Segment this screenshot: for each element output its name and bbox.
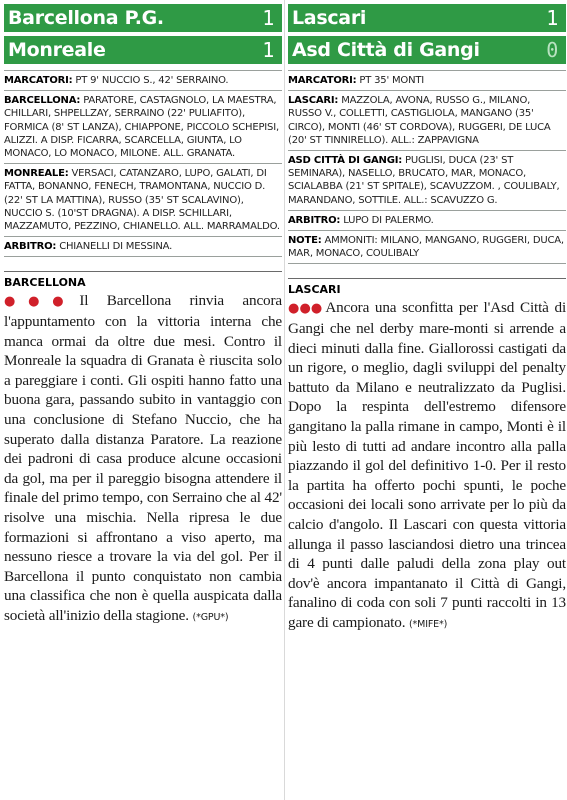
scorers-label: MARCATORI: [4,75,73,86]
home-lineup-box [4,91,282,164]
away-team-name: Monreale [8,39,106,61]
article-body [4,291,282,627]
notes-box [288,231,566,264]
article-section-title: BARCELLONA [4,271,282,289]
article-signature: (*GPU*) [192,611,229,623]
scorers-text: PT 35' MONTI [359,75,425,86]
away-team-score: 1 [262,38,274,62]
bullet-dots-icon: ●●● [288,301,323,317]
away-lineup-label: ASD CITTÀ DI GANGI: [288,155,403,167]
referee-label: ARBITRO: [4,241,57,253]
scorers-box [4,70,282,91]
scorers-text: PT 9' NUCCIO S., 42' SERRAINO. [75,75,229,86]
referee-text: CHIANELLI DI MESSINA. [59,241,173,253]
away-team-score-row [288,36,566,64]
notes-label: NOTE: [288,235,322,247]
bullet-dots-icon: ●●● [4,294,77,310]
home-team-name: Barcellona P.G. [8,7,164,29]
notes-text: AMMONITI: MILANO, MANGANO, RUGGERI, DUCA, MAR, MONACO, COULIBALY [288,235,564,260]
home-team-score-row [288,4,566,32]
scorers-label: MARCATORI: [288,75,357,86]
match-report-right [288,0,566,635]
referee-text: LUPO DI PALERMO. [343,214,434,226]
referee-label: ARBITRO: [288,214,341,226]
away-team-name: Asd Città di Gangi [292,39,480,61]
home-team-score: 1 [546,6,558,30]
away-lineup-text: VERSACI, CATANZARO, LUPO, GALATI, DI FATTA, BONANNO, FENECH, TRAMONTANA, NUCCIO D. (22' ST LA MATTINA), RUSSO (35' ST SCALAVINO), NUCCIO S. (10'ST DRAGNA). A DISP. SCHILLARI, MAZZAMUTO, PEZZINO, CHIANELLO. ALL. MARRAMALDO. [4,168,280,233]
home-team-score-row [4,4,282,32]
home-lineup-text: PARATORE, CASTAGNOLO, LA MAESTRA, CHILLARI, SHPELLZAY, SERRAINO (22' PULIAFITO), FORMICA (8' ST LANZA), CHIAPPONE, PICCOLO SCHEPISI, ALIZZI. A DISP. FICARRA, SCARCELLA, GIUNTA, LO MONACO, LO MONACO, MILONE. ALL. GRANATA. [4,95,279,160]
away-team-score-row [4,36,282,64]
column-divider [284,0,285,800]
article-body [288,298,566,634]
referee-box [288,211,566,231]
away-lineup-label: MONREALE: [4,168,69,180]
referee-box [4,237,282,257]
away-team-score: 0 [546,38,558,62]
home-lineup-label: BARCELLONA: [4,95,81,107]
match-report-left [4,0,282,628]
article-text: Il Barcellona rinvia ancora l'appuntamento con la vittoria interna che manca ormai da oltre due mesi. Contro il Monreale la squadra di Granata è riuscita solo a pareggiare i conti. Gli ospiti hanno fatto una buona gara, passando subito in vantaggio con una conclusione di Stefano Nuccio, che ha superato dalla distanza Paratore. La reazione dei padroni di casa produce alcune occasioni da gol, ma per il pareggio bisogna attendere il finale del primo tempo, con Serraino che al 42' risolve una mischia. Nella ripresa le due formazioni si affrontano a viso aperto, ma nessuno riesce a trovare la via del gol. Per il Barcellona il punto conquistato non cambia una classifica che non è quella auspicata dalla società all'inizio della stagione. [4,292,282,624]
away-lineup-box [288,151,566,211]
home-team-score: 1 [262,6,274,30]
article-section-title: LASCARI [288,278,566,296]
home-lineup-box [288,91,566,151]
article-text: Ancora una sconfitta per l'Asd Città di Gangi che nel derby mare-monti si arrende a dieci minuti dalla fine. Giallorossi castigati da un rigore, o meglio, dagli sviluppi del penalty battuto da Milano e neutralizzato da Puglisi. Dopo la respinta dell'estremo difensore gangitano la palla rimane in campo, Monti è il più lesto di tutti ad andare incontro alla palla piazzando il gol del definitivo 1-0. Per il resto la partita ha offerto pochi spunti, le poche occasioni dei locali sono arrivate per lo più da calcio d'angolo. Il Lascari con questa vittoria allunga il passo lasciandosi dietro una trincea di 4 punti dalle paludi della zona play out dov'è ancora impantanato il Città di Gangi, fanalino di coda con soli 7 punti raccolti in 13 gare di campionato. [288,299,567,631]
home-lineup-label: LASCARI: [288,95,339,107]
article-signature: (*MIFE*) [409,618,448,630]
scorers-box [288,70,566,91]
home-lineup-text: MAZZOLA, AVONA, RUSSO G., MILANO, RUSSO V., COLLETTI, CASTIGLIOLA, MANGANO (35' CIRCO), MONTI (46' ST CORDOVA), RUGGERI, DE LUCA (20' ST TINNIRELLO). ALL.: ZAPPAVIGNA [288,95,551,146]
home-team-name: Lascari [292,7,367,29]
away-lineup-box [4,164,282,237]
away-lineup-text: PUGLISI, DUCA (23' ST SEMINARA), NASELLO, BRUCATO, MAR, MONACO, SCIALABBA (21' ST SPITALE), SCAVUZZOM. , COULIBALY, MARANDANO, SOTTILE. ALL.: SCAVUZZO G. [288,155,560,206]
